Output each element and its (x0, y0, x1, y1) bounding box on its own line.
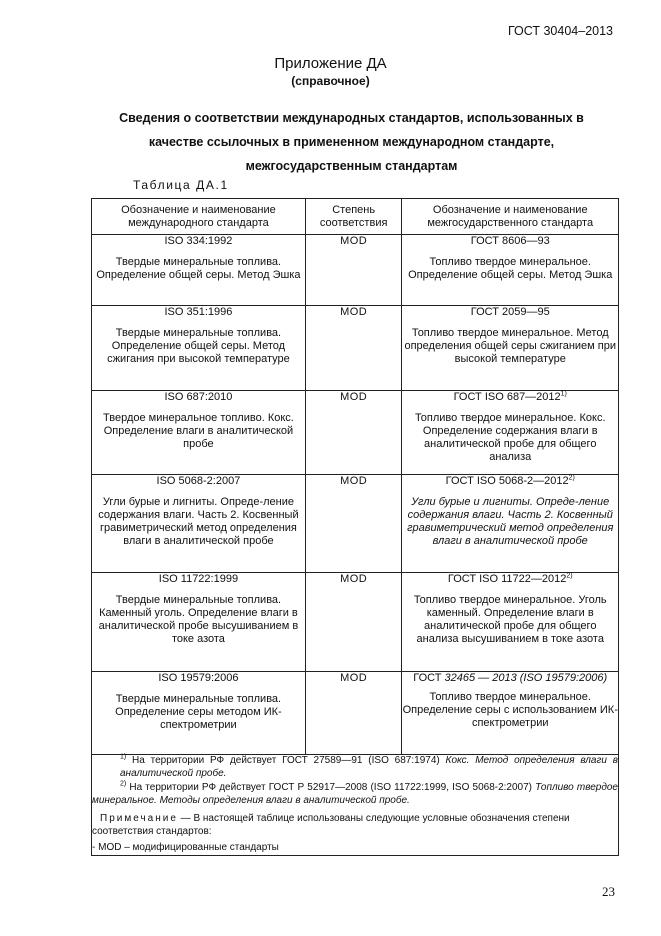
degree-cell: MOD (305, 235, 402, 306)
degree-cell: MOD (305, 672, 402, 755)
table-row (92, 391, 619, 475)
intl-name: Угли бурые и лигниты. Опреде-ление содержания влаги. Часть 2. Косвенный гравиметрический метод определения влаги в аналитической пробе (98, 496, 299, 547)
international-standard-cell (92, 391, 306, 475)
inter-code: ГОСТ ISO 5068-2—2012$^{2)}$ (445, 474, 575, 487)
inter-name: Топливо твердое минеральное. Определение серы с использованием ИК-спектрометрии (402, 691, 618, 729)
inter-code: ГОСТ ISO 687—2012$^{1)}$ (453, 390, 567, 403)
interstate-standard-cell (402, 475, 619, 573)
intl-name: Твердые минеральные топлива. Каменный уголь. Определение влаги в аналитической пробе высушиванием в токе азота (98, 594, 299, 645)
international-standard-cell (92, 235, 306, 306)
header-degree: Степень соответствия (305, 199, 402, 235)
intl-code: ISO 351:1996 (164, 306, 233, 318)
international-standard-cell (92, 672, 306, 755)
note-label: Примечание (100, 813, 178, 824)
footnote-ref: 2) (568, 474, 575, 482)
intl-code: ISO 5068-2:2007 (156, 475, 241, 487)
interstate-standard-cell (402, 573, 619, 672)
footnote-1: $^{1)}$ На территории РФ действует ГОСТ 27589—91 (ISO 687:1974) Кокс. Метод определения влаги в аналитической пробе. (120, 753, 618, 779)
degree-cell: MOD (305, 306, 402, 391)
note-text: — В настоящей таблице использованы следующие условные обозначения степени соответствия стандартов: (92, 813, 570, 837)
inter-code: ГОСТ 8606—93 (470, 235, 550, 247)
footnote-ref: 1) (560, 390, 567, 398)
international-standard-cell (92, 306, 306, 391)
intl-name: Твердые минеральные топлива. Определение общей серы. Метод сжигания при высокой температуре (107, 327, 290, 365)
inter-code: ГОСТ 32465 — 2013 (ISO 19579:2006) (413, 672, 608, 684)
header-international-standard: Обозначение и наименование международного стандарта (92, 199, 306, 235)
degree-cell: MOD (305, 475, 402, 573)
footnote-ref: 2) (566, 572, 573, 580)
correspondence-table (91, 198, 619, 856)
intl-name: Твердые минеральные топлива. Определение серы методом ИК-спектрометрии (115, 693, 282, 731)
inter-code: ГОСТ 2059—95 (470, 306, 550, 318)
footnote-2: $^{2)}$ На территории РФ действует ГОСТ Р 52917—2008 (ISO 11722:1999, ISO 5068-2:2007) Топливо твердое минеральное. Методы определения влаги в аналитической пробе. (92, 780, 618, 806)
intl-name: Твердое минеральное топливо. Кокс. Определение влаги в аналитической пробе (103, 412, 294, 450)
document-code: ГОСТ 30404–2013 (507, 24, 613, 38)
intl-code: ISO 19579:2006 (158, 672, 239, 684)
table-note (92, 813, 618, 838)
table-label: Таблица ДА.1 (133, 178, 229, 192)
intl-name: Твердые минеральные топлива. Определение общей серы. Метод Эшка (96, 256, 301, 281)
notes-row (92, 755, 619, 856)
degree-cell: MOD (305, 573, 402, 672)
page-number: 23 (602, 884, 615, 899)
interstate-standard-cell (402, 306, 619, 391)
table-row (92, 475, 619, 573)
interstate-standard-cell (402, 235, 619, 306)
header-interstate-standard: Обозначение и наименование межгосударственного стандарта (402, 199, 619, 235)
appendix-subtitle: (справочное) (291, 74, 370, 88)
degree-cell: MOD (305, 391, 402, 475)
inter-name: Топливо твердое минеральное. Кокс. Определение содержания влаги в аналитической пробе для общего анализа (414, 412, 606, 463)
table-row (92, 672, 619, 755)
intl-code: ISO 11722:1999 (158, 573, 239, 585)
table-header-row (92, 199, 619, 235)
note-abbreviation: - MOD – модифицированные стандарты (92, 842, 279, 853)
notes-cell (92, 755, 619, 856)
interstate-standard-cell (402, 391, 619, 475)
inter-name: Топливо твердое минеральное. Определение общей серы. Метод Эшка (408, 256, 613, 281)
inter-name: Угли бурые и лигниты. Опреде-ление содержания влаги. Часть 2. Косвенный гравиметрический метод определения влаги в аналитической пробе (407, 496, 614, 547)
inter-name: Топливо твердое минеральное. Уголь каменный. Определение влаги в аналитической пробе для общего анализа высушиванием в токе азота (413, 594, 607, 645)
table-row (92, 306, 619, 391)
international-standard-cell (92, 475, 306, 573)
table-row (92, 235, 619, 306)
inter-name: Топливо твердое минеральное. Метод определения общей серы сжиганием при высокой температуре (404, 327, 617, 365)
inter-code: ГОСТ ISO 11722—2012$^{2)}$ (447, 572, 573, 585)
appendix-title: Приложение ДА (274, 55, 387, 72)
table-row (92, 573, 619, 672)
appendix-heading: Сведения о соответствии международных стандартов, использованных в качестве ссылочных в примененном международном стандарте, межгосударственным стандартам (119, 111, 584, 173)
intl-code: ISO 334:1992 (164, 235, 233, 247)
interstate-standard-cell (402, 672, 619, 755)
international-standard-cell (92, 573, 306, 672)
intl-code: ISO 687:2010 (164, 391, 233, 403)
